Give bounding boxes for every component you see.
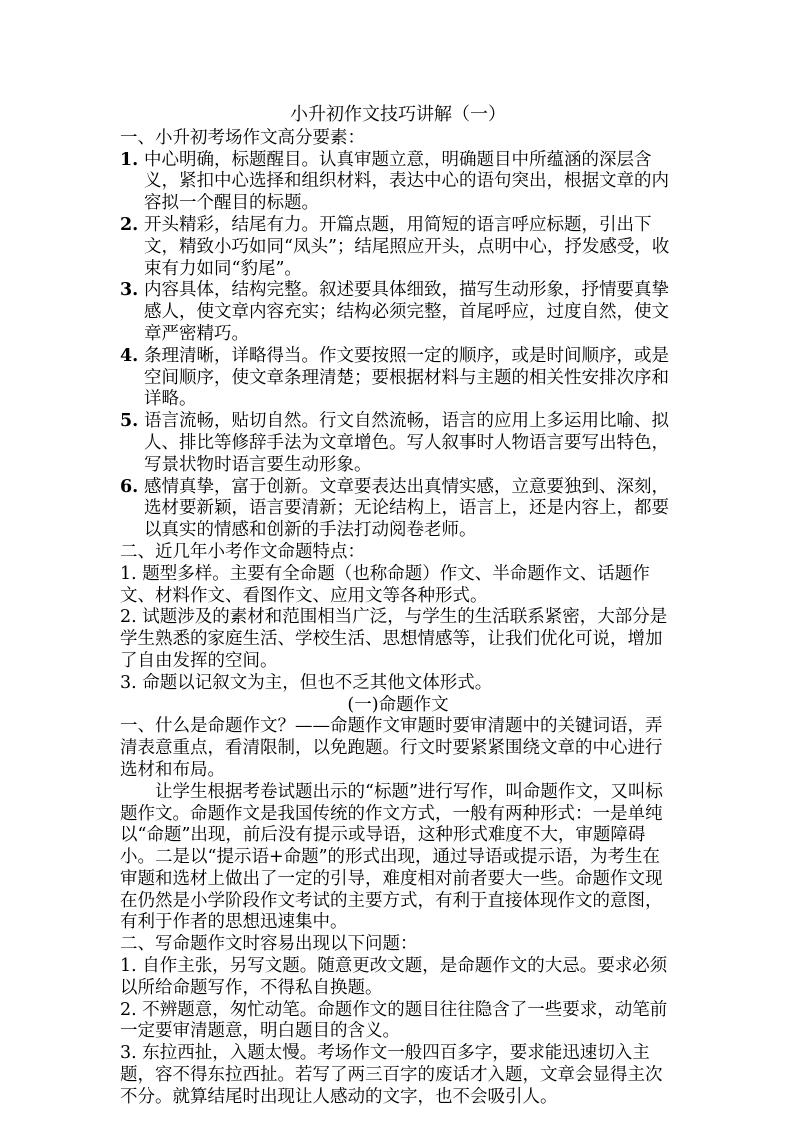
section-heading: 一、小升初考场作文高分要素： <box>120 127 365 148</box>
list-number: 4. <box>120 345 139 366</box>
list-text: 条理清晰，详略得当。作文要按照一定的顺序，或是时间顺序，或是空间顺序，使文章条理清楚；要根据材料与主题的相关性安排次序和详略。 <box>144 345 669 410</box>
list-number: 3. <box>120 280 139 301</box>
paragraph: 2. 试题涉及的素材和范围相当广泛，与学生的生活联系紧密，大部分是学生熟悉的家庭生活、学校生活、思想情感等，让我们优化可说，增加了自由发挥的空间。 <box>120 607 668 671</box>
subsection-title: (一)命题作文 <box>347 694 449 715</box>
list-number: 2. <box>120 214 139 235</box>
list-text: 开头精彩，结尾有力。开篇点题，用简短的语言呼应标题，引出下文，精致小巧如同“凤头”；结尾照应开头，点明中心，抒发感受，收束有力如同“豹尾”。 <box>144 214 670 279</box>
list-item <box>120 150 676 215</box>
paragraph: 1. 自作主张，另写文题。随意更改文题，是命题作文的大忌。要求必须以所给命题写作，不得私自换题。 <box>120 956 668 998</box>
list-number: 5. <box>120 411 139 432</box>
section-heading: 二、写命题作文时容易出现以下问题： <box>120 934 418 955</box>
paragraph: 3. 命题以记叙文为主，但也不乏其他文体形式。 <box>120 672 493 693</box>
paragraph: 1. 题型多样。主要有全命题（也称命题）作文、半命题作文、话题作文、材料作文、看图作文、应用文等各种形式。 <box>120 563 650 606</box>
list-item <box>120 477 676 542</box>
document-page <box>120 104 676 1109</box>
list-item <box>120 280 676 345</box>
list-text: 内容具体，结构完整。叙述要具体细致，描写生动形象，抒情要真挚感人，使文章内容充实；结构必须完整，首尾呼应，过度自然，使文章严密精巧。 <box>144 280 669 344</box>
list-item <box>120 411 676 476</box>
document-title: 小升初作文技巧讲解（一） <box>290 104 506 125</box>
paragraph: 让学生根据考卷试题出示的“标题”进行写作，叫命题作文，又叫标题作文。命题作文是我国传统的作文方式，一般有两种形式：一是单纯以“命题”出现，前后没有提示或导语，这种形式难度不大，审题障碍小。二是以“提示语+命题”的形式出现，通过导语或提示语，为考生在审题和选材上做出了一定的引导，难度相对前者要大一些。命题作文现在仍然是小学阶段作文考试的主要方式，有利于直接体现作文的意图，有利于作者的思想迅速集中。 <box>120 781 663 933</box>
list-item <box>120 346 676 411</box>
list-text: 语言流畅，贴切自然。行文自然流畅，语言的应用上多运用比喻、拟人、排比等修辞手法为文章增色。写人叙事时人物语言要写出特色，写景状物时语言要生动形象。 <box>144 411 669 475</box>
list-text: 感情真挚，富于创新。文章要表达出真情实感，立意要独到、深刻，选材要新颖，语言要清新；无论结构上，语言上，还是内容上，都要以真实的情感和创新的手法打动阅卷老师。 <box>144 476 669 541</box>
list-text: 中心明确，标题醒目。认真审题立意，明确题目中所蕴涵的深层含义，紧扣中心选择和组织材料，表达中心的语句突出，根据文章的内容拟一个醒目的标题。 <box>144 149 669 214</box>
paragraph: 一、什么是命题作文？——命题作文审题时要审清题中的关键词语，弄清表意重点，看清限制，以免跑题。行文时要紧紧围绕文章的中心进行选材和布局。 <box>120 716 663 780</box>
section-heading: 二、近几年小考作文命题特点： <box>120 541 365 562</box>
list-number: 1. <box>120 149 139 170</box>
paragraph: 2. 不辨题意，匆忙动笔。命题作文的题目往往隐含了一些要求，动笔前一定要审清题意，明白题目的含义。 <box>120 999 668 1042</box>
list-number: 6. <box>120 476 139 497</box>
list-item <box>120 215 676 280</box>
paragraph: 3. 东拉西扯，入题太慢。考场作文一般四百多字，要求能迅速切入主题，容不得东拉西扯。若写了两三百字的废话才入题，文章会显得主次不分。就算结尾时出现让人感动的文字，也不会吸引人。 <box>120 1043 663 1107</box>
